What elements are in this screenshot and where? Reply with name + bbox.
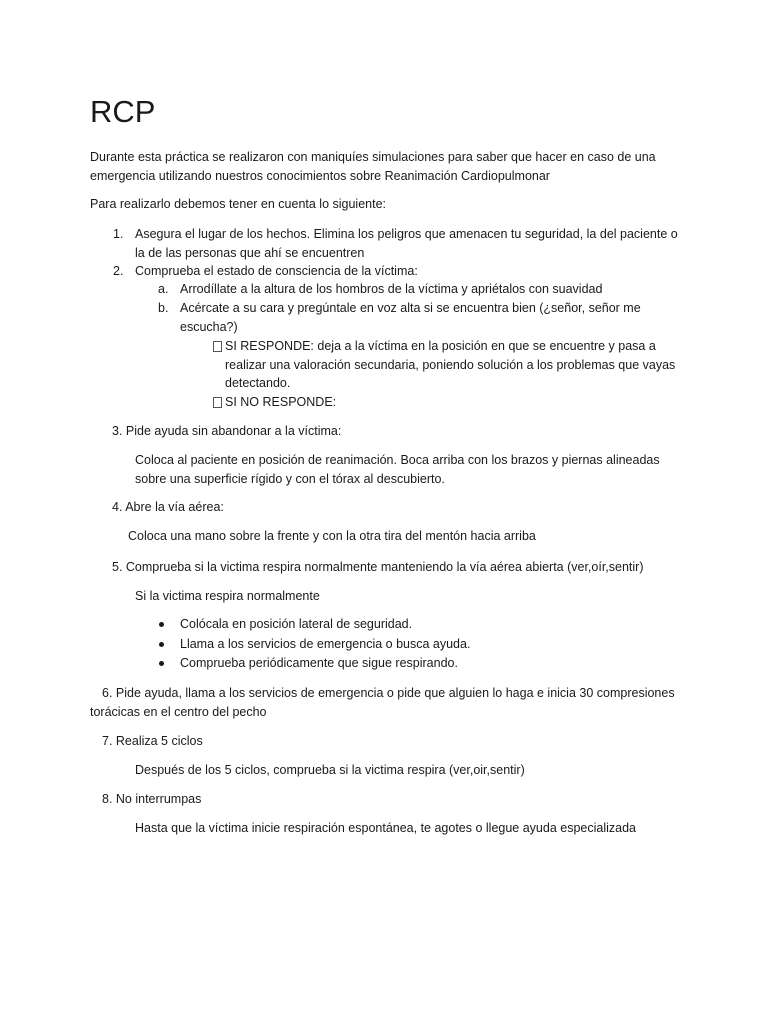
step-7-title: 7. Realiza 5 ciclos bbox=[102, 734, 203, 748]
page-title: RCP bbox=[90, 94, 156, 129]
bullet-icon bbox=[159, 642, 164, 647]
list-item-1: Asegura el lugar de los hechos. Elimina los peligros que amenacen tu seguridad, la del paciente o la de las personas que ahí se encuentren bbox=[135, 227, 678, 260]
list-lead: Para realizarlo debemos tener en cuenta lo siguiente: bbox=[90, 197, 387, 211]
step-5-title: 5. Comprueba si la victima respira normalmente manteniendo la vía aérea abierta (ver,oír,sentir) bbox=[112, 560, 644, 574]
list-item: Llama a los servicios de emergencia o busca ayuda. bbox=[180, 637, 471, 651]
list-marker-2: 2. bbox=[113, 264, 124, 278]
list-item: Colócala en posición lateral de seguridad. bbox=[180, 617, 413, 631]
list-item-2: Comprueba el estado de consciencia de la víctima: bbox=[135, 264, 418, 278]
sub-item-a: Arrodíllate a la altura de los hombros de la víctima y apriétalos con suavidad bbox=[180, 282, 603, 296]
step-3-title: 3. Pide ayuda sin abandonar a la víctima: bbox=[112, 424, 342, 438]
bullet-icon bbox=[159, 622, 164, 627]
step-8-body: Hasta que la víctima inicie respiración espontánea, te agotes o llegue ayuda especializada bbox=[135, 821, 637, 835]
step-6-line-2: torácicas en el centro del pecho bbox=[90, 705, 267, 719]
step-4-body: Coloca una mano sobre la frente y con la otra tira del mentón hacia arriba bbox=[128, 529, 536, 543]
step-5-lead: Si la victima respira normalmente bbox=[135, 589, 320, 603]
list-marker-1: 1. bbox=[113, 227, 124, 241]
step-4-title: 4. Abre la vía aérea: bbox=[112, 500, 224, 514]
sub-marker-b: b. bbox=[158, 301, 169, 315]
intro-paragraph: Durante esta práctica se realizaron con maniquíes simulaciones para saber que hacer en caso de una emergencia utilizando nuestros conocimientos sobre Reanimación Cardiopulmonar bbox=[90, 150, 656, 183]
response-yes: SI RESPONDE: deja a la víctima en la posición en que se encuentre y pasa a realizar una valoración secundaria, poniendo solución a los problemas que vayas detectando. bbox=[225, 339, 676, 391]
bullet-icon bbox=[159, 661, 164, 666]
response-no: SI NO RESPONDE: bbox=[225, 395, 337, 409]
step-3-body: Coloca al paciente en posición de reanimación. Boca arriba con los brazos y piernas alineadas sobre una superficie rígido y con el tórax al descubierto. bbox=[135, 453, 660, 486]
step-6-line-1: 6. Pide ayuda, llama a los servicios de emergencia o pide que alguien lo haga e inicia 30 compresiones bbox=[102, 686, 675, 700]
list-item: Comprueba periódicamente que sigue respirando. bbox=[180, 656, 458, 670]
step-8-title: 8. No interrumpas bbox=[102, 792, 202, 806]
step-7-body: Después de los 5 ciclos, comprueba si la victima respira (ver,oir,sentir) bbox=[135, 763, 525, 777]
sub-item-b: Acércate a su cara y pregúntale en voz alta si se encuentra bien (¿señor, señor me escucha?) bbox=[180, 301, 641, 334]
sub-marker-a: a. bbox=[158, 282, 169, 296]
